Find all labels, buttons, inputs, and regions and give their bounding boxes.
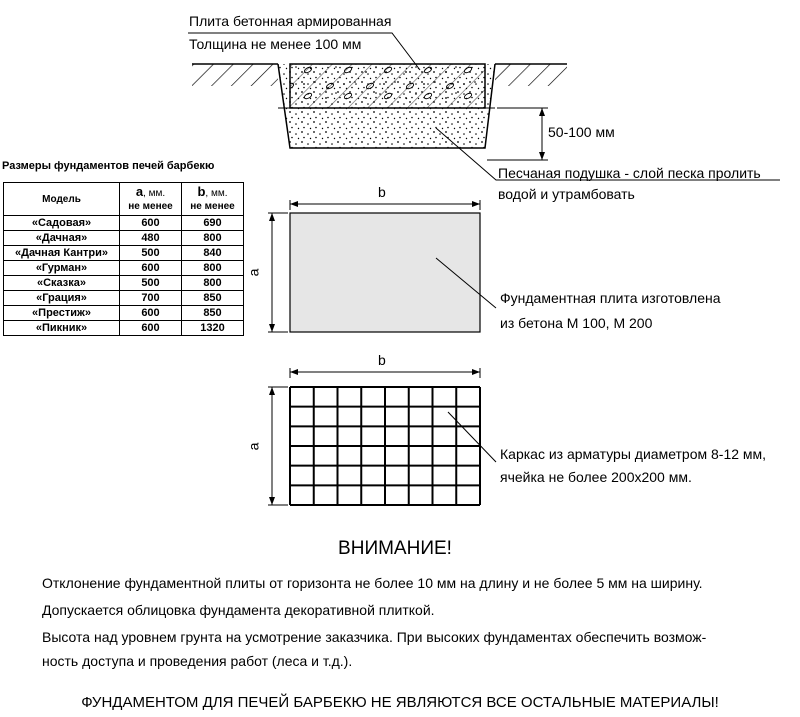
header-a: a, мм. не менее — [120, 183, 182, 216]
cell-a: 500 — [120, 246, 182, 261]
slab-label-line2: Толщина не менее 100 мм — [189, 36, 362, 52]
cell-b: 800 — [182, 261, 244, 276]
table-row — [4, 276, 244, 291]
cell-a: 500 — [120, 276, 182, 291]
cell-b: 800 — [182, 231, 244, 246]
final-warning: ФУНДАМЕНТОМ ДЛЯ ПЕЧЕЙ БАРБЕКЮ НЕ ЯВЛЯЮТСЯ ВСЕ ОСТАЛЬНЫЕ МАТЕРИАЛЫ! — [81, 694, 719, 711]
cell-model: «Гурман» — [4, 261, 120, 276]
cell-a: 600 — [120, 306, 182, 321]
cell-model: «Дачная Кантри» — [4, 246, 120, 261]
plate-dim-b: b — [378, 184, 386, 200]
mesh-label-line2: ячейка не более 200х200 мм. — [500, 469, 692, 485]
depth-label: 50-100 мм — [548, 124, 615, 140]
cell-b: 850 — [182, 306, 244, 321]
note-height-line1: Высота над уровнем грунта на усмотрение заказчика. При высоких фундаментах обеспечить возмож- — [42, 629, 707, 645]
table-row — [4, 216, 244, 231]
note-tiling: Допускается облицовка фундамента декоративной плиткой. — [42, 602, 435, 618]
cell-a: 600 — [120, 321, 182, 336]
soil-hatch-right — [495, 64, 567, 86]
cell-a: 600 — [120, 216, 182, 231]
cell-model: «Дачная» — [4, 231, 120, 246]
cell-model: «Пикник» — [4, 321, 120, 336]
cell-model: «Престиж» — [4, 306, 120, 321]
table-row — [4, 246, 244, 261]
plate-label-line2: из бетона М 100, М 200 — [500, 315, 653, 331]
cell-b: 1320 — [182, 321, 244, 336]
depth-dimension — [487, 108, 548, 160]
table-header-row — [4, 183, 244, 216]
plate-label-line1: Фундаментная плита изготовлена — [500, 290, 721, 306]
cell-b: 840 — [182, 246, 244, 261]
mesh-dim-a: a — [245, 442, 262, 451]
plate-rect — [290, 213, 480, 332]
sand-label-line2: водой и утрамбовать — [498, 186, 635, 202]
cell-model: «Садовая» — [4, 216, 120, 231]
cell-b: 800 — [182, 276, 244, 291]
table-title: Размеры фундаментов печей барбекю — [2, 160, 215, 172]
cell-a: 600 — [120, 261, 182, 276]
ground-section — [192, 64, 567, 148]
cell-b: 690 — [182, 216, 244, 231]
table-row — [4, 261, 244, 276]
table-body — [4, 216, 244, 336]
note-deviation: Отклонение фундаментной плиты от горизонта не более 10 мм на длину и не более 5 мм на ширину. — [42, 575, 703, 591]
cell-b: 850 — [182, 291, 244, 306]
table-row — [4, 306, 244, 321]
soil-hatch-left — [192, 64, 278, 86]
slab-label-line1: Плита бетонная армированная — [189, 13, 392, 29]
header-model: Модель — [4, 183, 120, 216]
table-row — [4, 231, 244, 246]
cell-model: «Сказка» — [4, 276, 120, 291]
header-b: b, мм. не менее — [182, 183, 244, 216]
dimensions-table — [3, 182, 244, 336]
mesh-dim-b: b — [378, 352, 386, 368]
attention-title: ВНИМАНИЕ! — [338, 538, 452, 559]
cell-a: 480 — [120, 231, 182, 246]
cell-a: 700 — [120, 291, 182, 306]
rebar-grid — [290, 387, 480, 505]
table-row — [4, 321, 244, 336]
mesh-label-line1: Каркас из арматуры диаметром 8-12 мм, — [500, 446, 767, 462]
table-row — [4, 291, 244, 306]
plate-dim-a: a — [245, 268, 262, 277]
cell-model: «Грация» — [4, 291, 120, 306]
mesh-plan — [268, 368, 496, 505]
sand-label-line1: Песчаная подушка - слой песка пролить — [498, 165, 761, 181]
note-height-line2: ность доступа и проведения работ (леса и т.д.). — [42, 653, 353, 669]
plate-plan — [268, 200, 496, 332]
